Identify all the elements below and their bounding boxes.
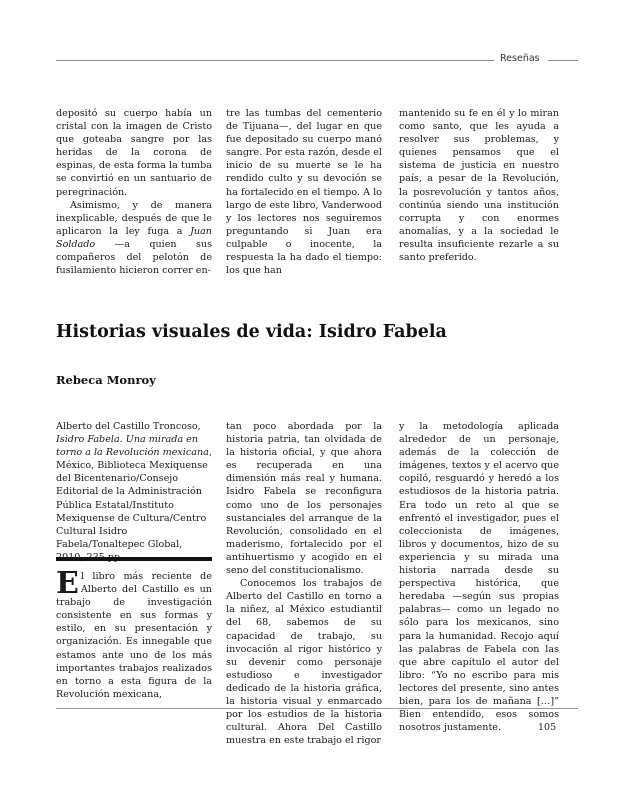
paragraph: depositó su cuerpo había un cristal con la imagen de Cristo que goteaba sangre por las heridas de la corona de espinas, de esta forma la tumba se convirtió en un santuario de peregrinación. [56, 108, 212, 198]
prev-review-column-3 [399, 107, 559, 264]
citation-block [56, 420, 212, 564]
header-rule-right [548, 60, 578, 61]
prev-review-column-1 [56, 107, 212, 277]
book-title: Isidro Fabela. Una mirada en torno a la Revolución mexicana [56, 434, 209, 459]
paragraph: Asimismo, y de manera inexplicable, después de que le aplicaron la ley fuga a Juan Soldado —a quien sus compañeros del pelotón de fusilamiento hicieron correr en- [56, 199, 212, 277]
section-label: Reseñas [500, 53, 540, 64]
header-rule [56, 60, 494, 61]
drop-cap: E [56, 566, 79, 601]
review-author: Rebeca Monroy [56, 373, 156, 387]
review-column-3 [399, 420, 559, 734]
paragraph: tan poco abordada por la historia patria, tan olvidada de la historia oficial, y que ahora es recuperada en una dimensión más real y humana. Isidro Fabela se reconfigura como uno de los personajes sustanciales del arranque de la Revolución, consolidado en el maderismo, fortalecido por el antihuertismo y acogido en el seno del constitucionalismo. [226, 421, 382, 577]
paragraph: y la metodología aplicada alrededor de un personaje, además de la colección de imágenes, textos y el acervo que copiló, resguardó y heredó a los estudiosos de la historia patria. Era todo un reto al que se enfrentó el investigador, pues el coleccionista de imágenes, libros y documentos, hizo de su experiencia y su mirada una historia narrada desde su perspectiva histórica, que heredaba —según sus propias palabras— como un legado no sólo para los mexicanos, sino para la humanidad. Recojo aquí las palabras de Fabela con las que abre capítulo el autor del libro: “Yo no escribo para mis lectores del presente, sino antes bien, para los de mañana […]” Bien entendido, esos somos nosotros justamente. [399, 421, 559, 734]
paragraph: El libro más reciente de Alberto del Castillo es un trabajo de investigación consistente en sus formas y estilo, en su presentación y organización. Es innegable que estamos ante uno de los más importantes trabajos realizados en torno a esta figura de la Revolución mexicana, [56, 566, 212, 700]
footer-rule [56, 708, 578, 709]
page-number: 105 [538, 722, 557, 733]
italic-name: Juan Soldado [56, 225, 212, 250]
prev-review-column-2 [226, 107, 382, 277]
review-column-1 [56, 566, 212, 701]
separator-bar [56, 557, 212, 561]
paragraph: Conocemos los trabajos de Alberto del Castillo en torno a la niñez, al México estudiantil del 68, sabemos de su capacidad de trabajo, su invocación al rigor histórico y su devenir como personaje estudioso e investigador dedicado de la historia gráfica, la historia visual y enmarcado por los estudios de la historia cultural. Ahora Del Castillo muestra en este trabajo el rigor [226, 578, 382, 747]
paragraph: mantenido su fe en él y lo miran como santo, que les ayuda a resolver sus problemas, y quienes pensamos que el sistema de justicia en nuestro país, a pesar de la Revolución, la posrevolución y tantos años, continúa siendo una institución corrupta y con enormes anomalías, y a la sociedad le resulta insuficiente rezarle a su santo preferido. [399, 108, 559, 264]
book-citation: Alberto del Castillo Troncoso, Isidro Fabela. Una mirada en torno a la Revolución mexicana, México, Biblioteca Mexiquense del Bicentenario/Consejo Editorial de la Administración Pública Estatal/Instituto Mexiquense de Cultura/Centro Cultural Isidro Fabela/Tonaltepec Global, [56, 421, 212, 550]
review-column-2 [226, 420, 382, 747]
paragraph: tre las tumbas del cementerio de Tijuana—, del lugar en que fue depositado su cuerpo manó sangre. Por esta razón, desde el inicio de su muerte se le ha rendido culto y su devoción se ha fortalecido en el tiempo. A lo largo de este libro, Vanderwood y los lectores nos seguiremos preguntando si Juan era culpable o inocente, la respuesta la ha dado el tiempo: los que han [226, 108, 382, 277]
review-title: Historias visuales de vida: Isidro Fabela [56, 322, 447, 342]
